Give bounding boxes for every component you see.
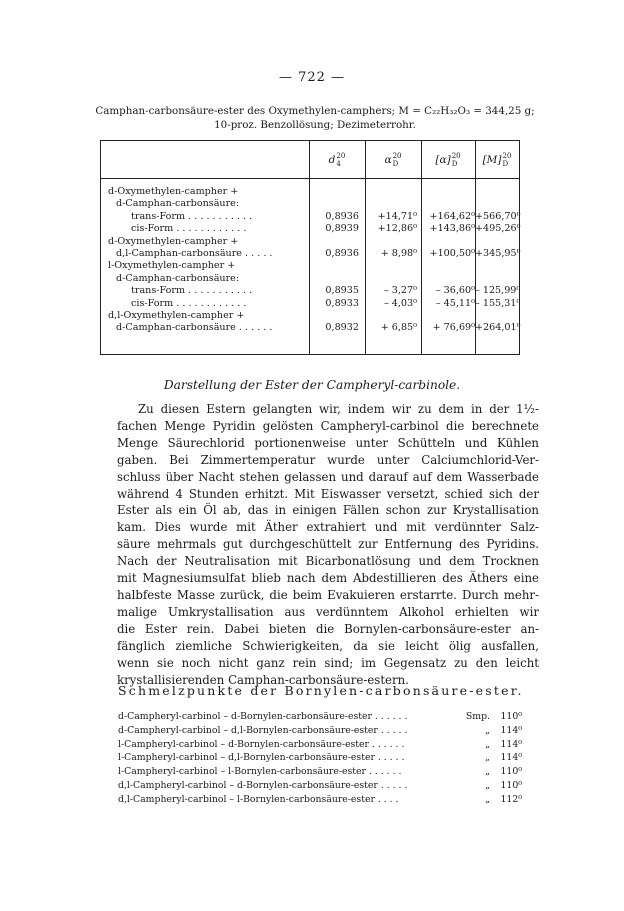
ester-name: l-Campheryl-carbinol – l-Bornylen-carbonsäure-ester . . . . . . bbox=[118, 766, 402, 778]
header-density bbox=[309, 141, 365, 178]
page-number: — 722 — bbox=[278, 70, 346, 85]
header-molar-rotation bbox=[475, 141, 519, 178]
melting-point-value: 114⁰ bbox=[500, 724, 522, 736]
alpha-cell: – 4,03⁰ bbox=[383, 297, 417, 309]
molar-rotation-cell: +345,95⁰ bbox=[475, 247, 521, 259]
header-density-sub: 4 bbox=[336, 159, 341, 168]
melting-point-row bbox=[118, 710, 538, 724]
table-row bbox=[101, 285, 519, 297]
header-spec-sub: D bbox=[451, 159, 458, 168]
table-header bbox=[101, 141, 519, 179]
melting-point-value: 114⁰ bbox=[500, 752, 522, 764]
density-cell: 0,8939 bbox=[325, 223, 359, 235]
table-row bbox=[101, 211, 519, 223]
table-row bbox=[101, 298, 519, 310]
table-caption bbox=[80, 104, 550, 132]
header-spec-sup: 20 bbox=[451, 151, 461, 160]
header-alpha-symbol: α bbox=[384, 153, 392, 166]
melting-point-prefix: „ bbox=[485, 724, 490, 736]
melting-point-value: 110⁰ bbox=[500, 711, 522, 722]
paragraph-line: wenn sie noch nicht ganz rein sind; im Gegensatz zu den leicht bbox=[117, 655, 539, 670]
row-label: d,l-Oxymethylen-campher + bbox=[108, 309, 245, 321]
table-row bbox=[101, 186, 519, 198]
specific-rotation-cell: +164,62⁰ bbox=[429, 210, 475, 222]
melting-point-prefix: „ bbox=[485, 738, 490, 750]
density-cell: 0,8936 bbox=[325, 210, 359, 222]
melting-point-prefix: „ bbox=[485, 766, 490, 778]
row-label: d-Camphan-carbonsäure: bbox=[116, 272, 240, 284]
density-cell: 0,8933 bbox=[325, 297, 359, 309]
table-row bbox=[101, 260, 519, 272]
melting-point-prefix: „ bbox=[485, 752, 490, 764]
paragraph-line: schluss über Nacht stehen gelassen und darauf auf dem Wasserbade bbox=[117, 469, 539, 484]
table-row bbox=[101, 236, 519, 248]
row-label: d-Camphan-carbonsäure . . . . . . bbox=[116, 322, 273, 334]
paragraph-line: fänglich ziemliche Schwierigkeiten, da sie leicht ölig ausfallen, bbox=[117, 638, 539, 653]
section-title: Darstellung der Ester der Campheryl-carbinole. bbox=[163, 378, 461, 392]
row-label: l-Oxymethylen-campher + bbox=[108, 260, 236, 272]
table-row bbox=[101, 310, 519, 322]
row-label: cis-Form . . . . . . . . . . . . bbox=[131, 223, 247, 235]
table-row bbox=[101, 322, 519, 334]
melting-point-prefix: „ bbox=[485, 793, 490, 805]
paragraph-line: mit Magnesiumsulfat blieb nach dem Abdestillieren des Äthers eine bbox=[117, 571, 539, 586]
alpha-cell: +12,86⁰ bbox=[377, 223, 417, 235]
paragraph-line: krystallisierenden Camphan-carbonsäure-estern. bbox=[117, 672, 409, 687]
table-row bbox=[101, 248, 519, 260]
paragraph-line: Zu diesen Estern gelangten wir, indem wir zu dem in der 1½- bbox=[138, 402, 539, 416]
row-label: trans-Form . . . . . . . . . . . bbox=[131, 285, 253, 297]
melting-point-row bbox=[118, 765, 538, 779]
paragraph-line: gaben. Bei Zimmertemperatur wurde unter Calciumchlorid-Ver- bbox=[117, 452, 539, 467]
melting-point-prefix: Smp. bbox=[465, 711, 490, 722]
body-paragraph bbox=[117, 401, 539, 688]
header-mol-sup: 20 bbox=[502, 151, 512, 160]
row-label: trans-Form . . . . . . . . . . . bbox=[131, 210, 253, 222]
melting-points-title: Schmelzpunkte der Bornylen-carbonsäure-ester. bbox=[118, 683, 524, 698]
paragraph-line: fachen Menge Pyridin gelösten Campheryl-carbinol die berechnete bbox=[117, 418, 539, 433]
density-cell: 0,8935 bbox=[325, 285, 359, 297]
row-label: d-Camphan-carbonsäure: bbox=[116, 198, 240, 210]
melting-point-row bbox=[118, 724, 538, 738]
header-density-symbol: d bbox=[328, 153, 336, 166]
molar-rotation-cell: +264,01⁰ bbox=[475, 322, 521, 334]
paragraph-line: säure mehrmals gut durchgeschüttelt zur Entfernung des Pyridins. bbox=[117, 537, 539, 552]
table-body bbox=[101, 186, 519, 335]
specific-rotation-cell: – 45,11⁰ bbox=[435, 297, 475, 309]
paragraph-line: Nach der Neutralisation mit Bicarbonatlösung und dem Trocknen bbox=[117, 554, 539, 569]
ester-name: d,l-Campheryl-carbinol – d-Bornylen-carbonsäure-ester . . . . . bbox=[118, 779, 408, 791]
ester-name: l-Campheryl-carbinol – d-Bornylen-carbonsäure-ester . . . . . . bbox=[118, 738, 405, 750]
paragraph-line: während 4 Stunden erhitzt. Mit Eiswasser versetzt, schied sich der bbox=[117, 486, 539, 501]
molar-rotation-cell: +566,70⁰ bbox=[475, 210, 521, 222]
ester-name: d-Campheryl-carbinol – d,l-Bornylen-carbonsäure-ester . . . . . bbox=[118, 724, 408, 736]
header-alpha-sup: 20 bbox=[392, 151, 402, 160]
ester-name: d-Campheryl-carbinol – d-Bornylen-carbonsäure-ester . . . . . . bbox=[118, 711, 408, 722]
paragraph-line: kam. Dies wurde mit Äther extrahiert und mit verdünnter Salz- bbox=[117, 520, 539, 535]
molar-rotation-cell: – 125,99⁰ bbox=[475, 285, 521, 297]
specific-rotation-cell: – 36,60⁰ bbox=[435, 285, 475, 297]
alpha-cell: – 3,27⁰ bbox=[383, 285, 417, 297]
header-spec-symbol: [α] bbox=[435, 153, 451, 166]
table-row bbox=[101, 223, 519, 235]
melting-point-value: 110⁰ bbox=[500, 779, 522, 791]
alpha-cell: + 8,98⁰ bbox=[380, 247, 417, 259]
table-row bbox=[101, 198, 519, 210]
melting-points-list bbox=[118, 710, 538, 807]
rotation-table bbox=[100, 140, 520, 355]
caption-line-1: Camphan-carbonsäure-ester des Oxymethylen-camphers; M = C₂₂H₃₂O₃ = 344,25 g; bbox=[95, 105, 535, 117]
alpha-cell: + 6,85⁰ bbox=[380, 322, 417, 334]
paragraph-line: Ester als ein Öl ab, das in einigen Fällen schon zur Krystallisation bbox=[117, 503, 539, 518]
row-label: d,l-Camphan-carbonsäure . . . . . bbox=[116, 247, 273, 259]
molar-rotation-cell: – 155,31⁰ bbox=[475, 297, 521, 309]
caption-line-2: 10-proz. Benzollösung; Dezimeterrohr. bbox=[214, 119, 416, 131]
molar-rotation-cell: +495,26⁰ bbox=[475, 223, 521, 235]
row-label: cis-Form . . . . . . . . . . . . bbox=[131, 297, 247, 309]
header-density-sup: 20 bbox=[336, 151, 346, 160]
alpha-cell: +14,71⁰ bbox=[377, 210, 417, 222]
header-mol-sub: D bbox=[502, 159, 509, 168]
specific-rotation-cell: +143,86⁰ bbox=[429, 223, 475, 235]
melting-point-value: 110⁰ bbox=[500, 766, 522, 778]
header-specific-rotation bbox=[421, 141, 475, 178]
table-row bbox=[101, 273, 519, 285]
melting-point-value: 112⁰ bbox=[500, 793, 522, 805]
row-label: d-Oxymethylen-campher + bbox=[108, 235, 239, 247]
header-alpha bbox=[365, 141, 421, 178]
paragraph-line: malige Umkrystallisation aus verdünntem Alkohol erhielten wir bbox=[117, 604, 539, 619]
melting-point-row bbox=[118, 779, 538, 793]
ester-name: l-Campheryl-carbinol – d,l-Bornylen-carbonsäure-ester . . . . . bbox=[118, 752, 405, 764]
header-mol-symbol: [M] bbox=[482, 153, 502, 166]
melting-point-row bbox=[118, 793, 538, 807]
ester-name: d,l-Campheryl-carbinol – l-Bornylen-carbonsäure-ester . . . . bbox=[118, 793, 399, 805]
melting-point-row bbox=[118, 751, 538, 765]
melting-point-value: 114⁰ bbox=[500, 738, 522, 750]
density-cell: 0,8932 bbox=[325, 322, 359, 334]
melting-point-row bbox=[118, 738, 538, 752]
row-label: d-Oxymethylen-campher + bbox=[108, 186, 239, 197]
melting-point-prefix: „ bbox=[485, 779, 490, 791]
specific-rotation-cell: +100,50⁰ bbox=[429, 247, 475, 259]
paragraph-line: Menge Säurechlorid portionenweise unter Schütteln und Kühlen bbox=[117, 435, 539, 450]
density-cell: 0,8936 bbox=[325, 247, 359, 259]
paragraph-line: halbfeste Masse zurück, die beim Evakuieren erstarrte. Durch mehr- bbox=[117, 587, 539, 602]
specific-rotation-cell: + 76,69⁰ bbox=[432, 322, 475, 334]
paragraph-line: die Ester rein. Dabei bieten die Bornylen-carbonsäure-ester an- bbox=[117, 621, 539, 636]
header-alpha-sub: D bbox=[392, 159, 399, 168]
